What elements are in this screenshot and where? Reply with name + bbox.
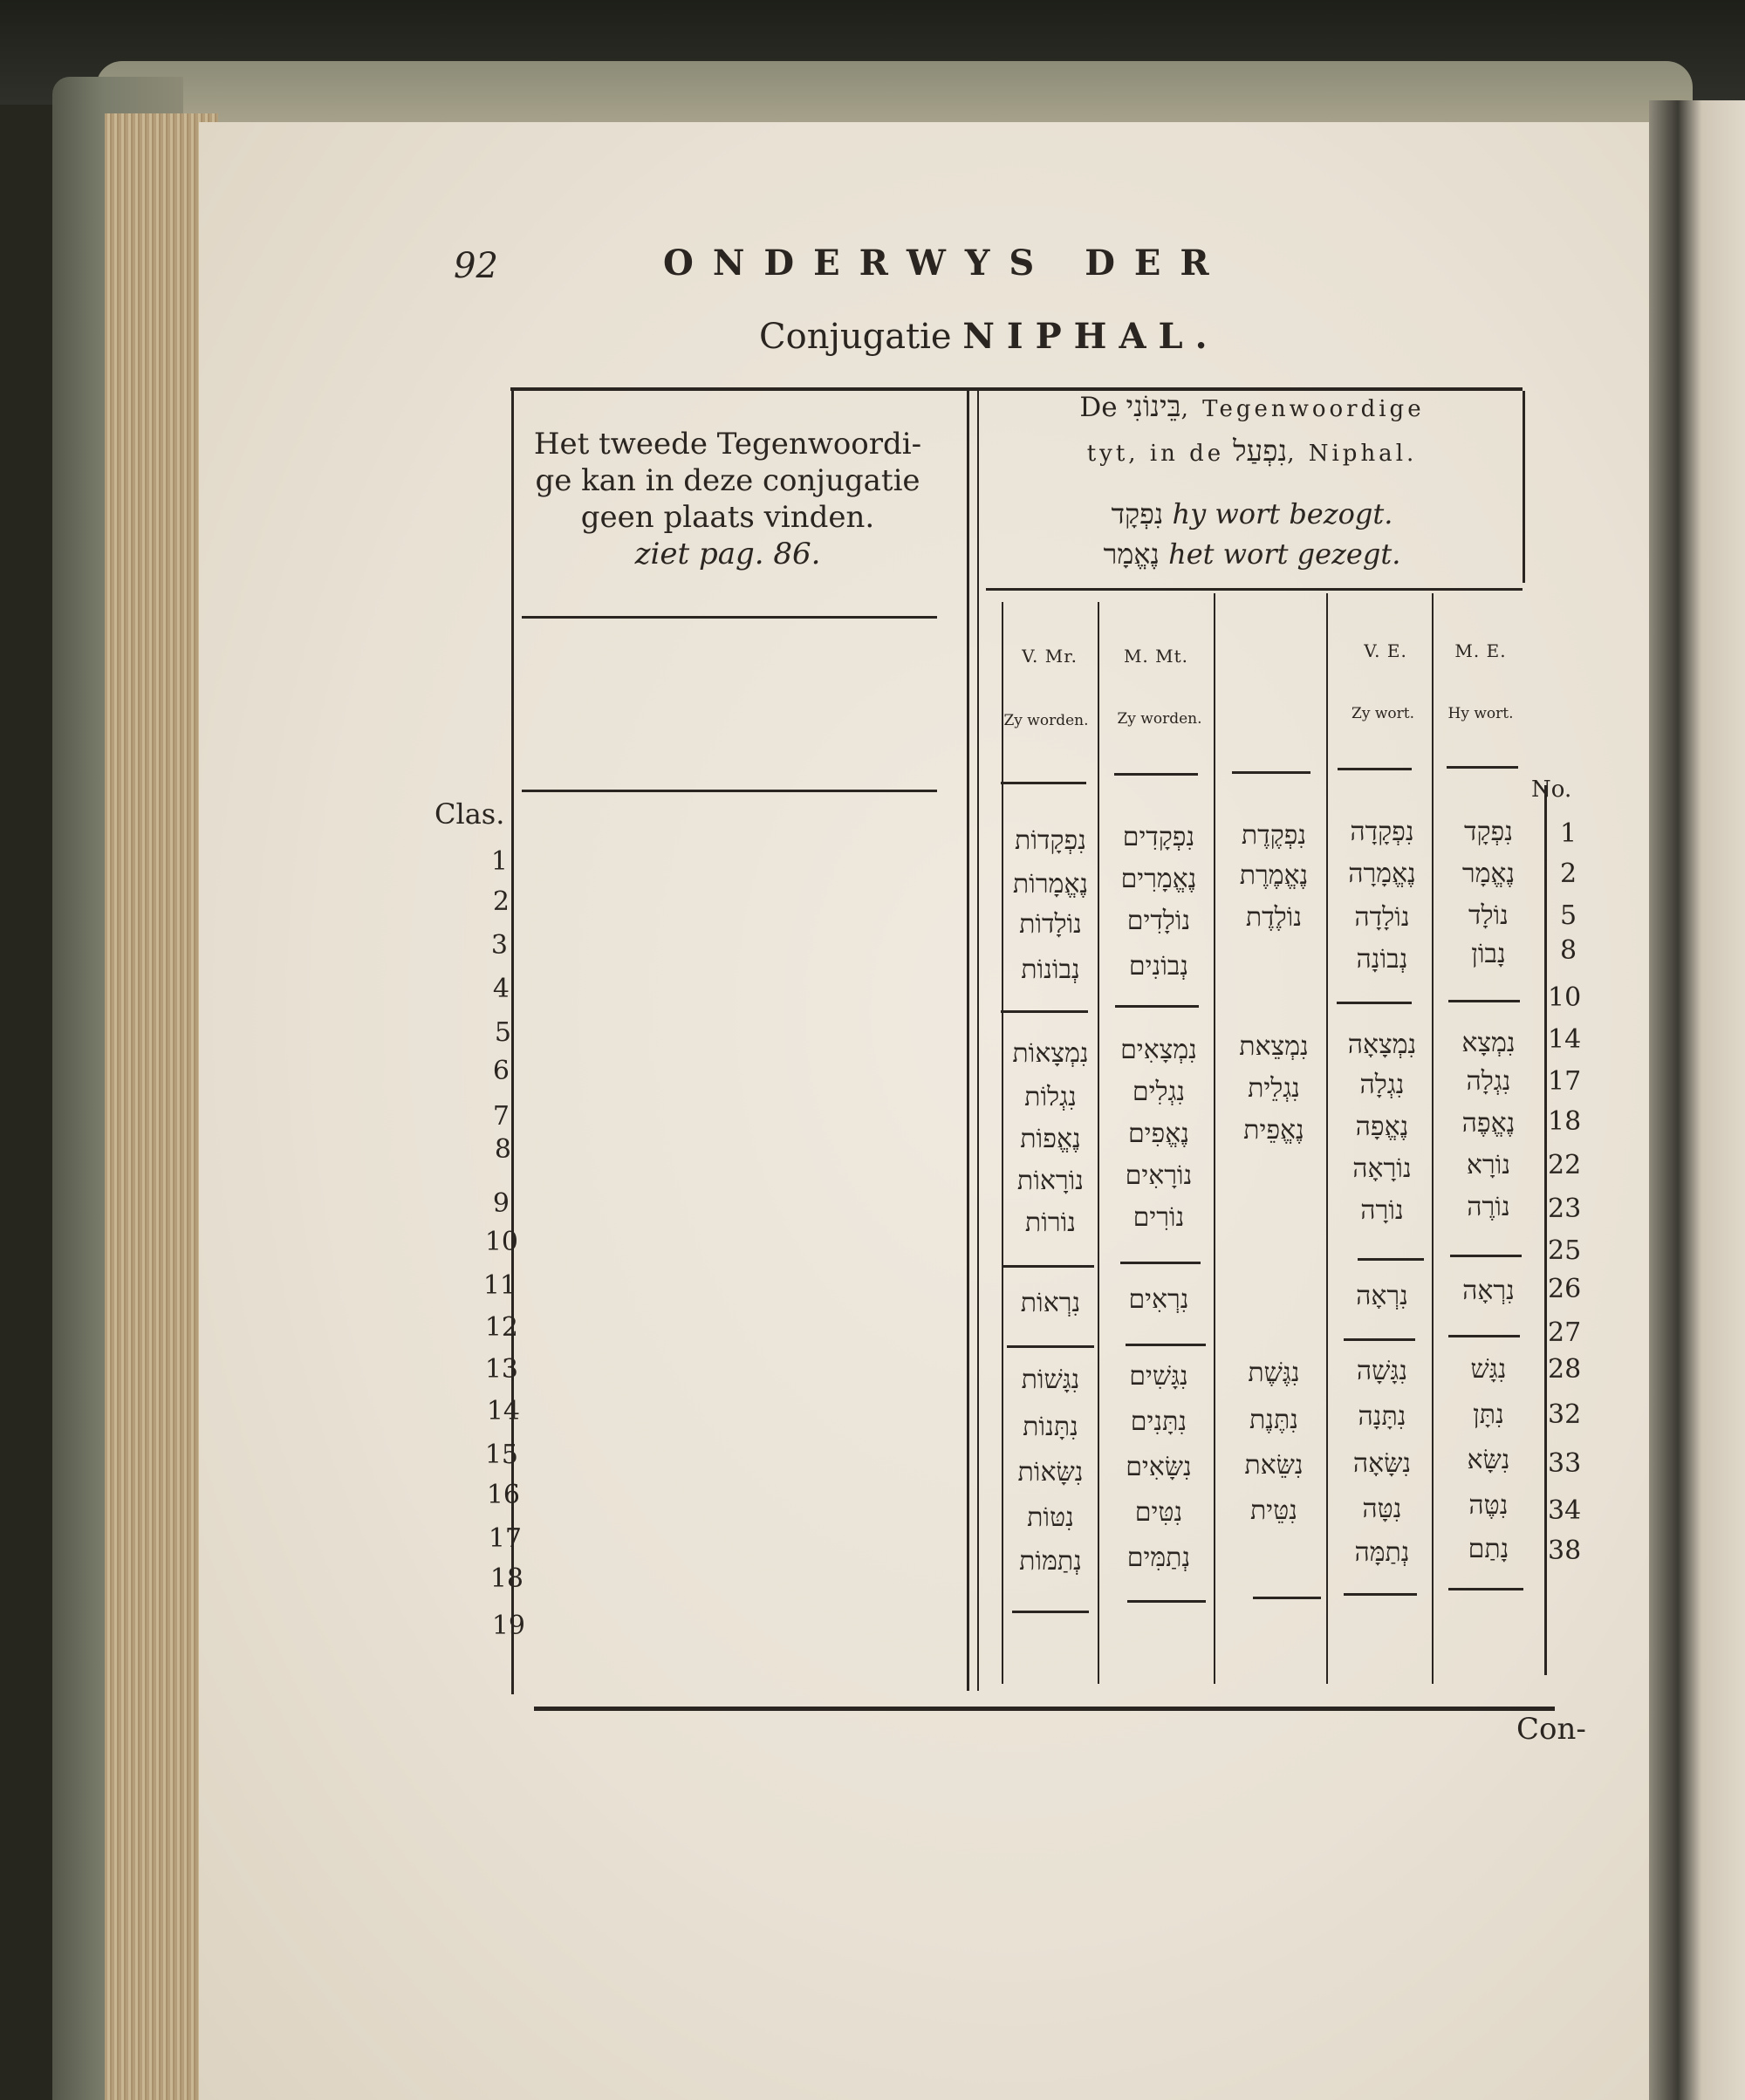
hebrew-form: נֶאֱמָרוֹת xyxy=(1012,869,1089,900)
hebrew-form: נוֹרוֹת xyxy=(1024,1207,1077,1238)
conjugation-title xyxy=(759,316,1220,357)
verb-number: 28 xyxy=(1548,1354,1582,1385)
verb-number: 26 xyxy=(1548,1274,1582,1304)
hebrew-form: נִמְצָאָה xyxy=(1347,1029,1417,1060)
class-number: 19 xyxy=(491,1611,525,1641)
class-number: 5 xyxy=(494,1017,511,1048)
hebrew-form: נִפְקָדָה xyxy=(1350,817,1414,847)
verb-number: 25 xyxy=(1548,1235,1582,1266)
header-text: , Tegenwoordige xyxy=(1180,396,1425,422)
hebrew-form: נֶאֱפָה xyxy=(1355,1112,1409,1142)
header-text: tyt, in de xyxy=(1086,441,1225,467)
header-rule xyxy=(986,588,1523,591)
group-dash xyxy=(1253,1597,1321,1599)
group-dash xyxy=(1127,1600,1206,1603)
verb-number: 22 xyxy=(1548,1150,1582,1180)
hebrew-form: נְתַמִּים xyxy=(1126,1543,1191,1573)
hebrew-form: נְבוֹנִים xyxy=(1128,951,1189,982)
left-note-line: ge kan in deze conjugatie xyxy=(535,463,920,498)
class-number: 15 xyxy=(484,1440,518,1470)
example-hebrew: נִפְקָד xyxy=(1111,497,1164,530)
hebrew-form: נִתֶּנֶת xyxy=(1249,1405,1299,1435)
group-dash xyxy=(1448,1000,1520,1002)
left-note xyxy=(515,426,941,572)
hebrew-form: נִגָּשִׁים xyxy=(1129,1361,1188,1392)
hebrew-form: נִגְלָה xyxy=(1359,1070,1405,1100)
table-bottom-rule xyxy=(534,1707,1555,1711)
hebrew-form: נִמְצָאוֹת xyxy=(1012,1038,1089,1069)
hebrew-form: נִגָּשׁוֹת xyxy=(1021,1365,1080,1395)
hebrew-form: נֶאֱפוֹת xyxy=(1020,1124,1081,1154)
group-dash xyxy=(1007,1345,1094,1348)
example-line xyxy=(982,494,1523,534)
verb-number: 27 xyxy=(1548,1317,1582,1348)
class-number: 6 xyxy=(492,1056,510,1086)
group-dash xyxy=(1003,1265,1094,1268)
column-dash xyxy=(1232,771,1310,774)
hebrew-form: נוֹלָדָה xyxy=(1354,902,1410,933)
hebrew-form: נִתָּן xyxy=(1473,1399,1504,1430)
column-header: M. E. xyxy=(1454,640,1507,661)
hebrew-form: נוֹרִים xyxy=(1133,1202,1185,1233)
hebrew-form: נִגְלוֹת xyxy=(1024,1082,1077,1112)
group-dash xyxy=(1448,1335,1520,1337)
hebrew-form: נִשָּׂאִים xyxy=(1126,1452,1192,1482)
hebrew-form: נוֹלֶדֶת xyxy=(1245,902,1303,933)
column-meaning: Hy wort. xyxy=(1447,705,1514,722)
group-dash xyxy=(1344,1593,1417,1596)
hebrew-form: נִטִּים xyxy=(1134,1497,1183,1528)
class-number: 9 xyxy=(492,1188,510,1219)
hebrew-form: נִפְקָדוֹת xyxy=(1015,825,1086,856)
hebrew-form: נִגְלָה xyxy=(1466,1066,1511,1097)
conjugation-name: NIPHAL. xyxy=(962,316,1220,357)
left-note-line: Het tweede Tegenwoordi- xyxy=(533,427,922,462)
class-number: 10 xyxy=(484,1227,518,1257)
column-meaning: Zy worden. xyxy=(1003,712,1089,729)
class-number: 8 xyxy=(494,1134,511,1165)
hebrew-form: נִתָּנוֹת xyxy=(1023,1412,1078,1442)
class-number: 16 xyxy=(486,1480,520,1510)
no-label: No. xyxy=(1531,776,1572,803)
hebrew-form: נִטֶּה xyxy=(1468,1490,1509,1521)
hebrew-form: נִרְאִים xyxy=(1128,1284,1189,1315)
hebrew-form: נִרְאוֹת xyxy=(1020,1288,1081,1318)
group-dash xyxy=(1344,1338,1415,1341)
verb-number: 14 xyxy=(1548,1024,1582,1055)
group-dash xyxy=(1337,1002,1412,1004)
left-note-line: ziet pag. 86. xyxy=(634,537,821,571)
column-dash xyxy=(1114,773,1198,776)
example-gloss: hy wort bezogt. xyxy=(1172,497,1393,530)
class-number: 3 xyxy=(490,930,508,961)
example-hebrew: נֶאֱמָר xyxy=(1103,537,1160,571)
class-number: 18 xyxy=(489,1563,524,1594)
column-header: M. Mt. xyxy=(1123,646,1189,667)
verb-number: 33 xyxy=(1548,1448,1582,1479)
book-gutter xyxy=(1649,100,1745,2100)
hebrew-form: נֶאֱפִים xyxy=(1127,1118,1190,1149)
header-text: De xyxy=(1079,392,1118,423)
page-number: 92 xyxy=(454,246,498,286)
column-header: V. Mr. xyxy=(1022,646,1078,667)
hebrew-form: נִפְקָד xyxy=(1464,817,1513,847)
hebrew-form: נֶאֱמָרָה xyxy=(1348,858,1416,889)
hebrew-form: נִטָּה xyxy=(1362,1494,1402,1524)
hebrew-form: נֶאֱמֶרֶת xyxy=(1239,860,1309,891)
verb-number: 32 xyxy=(1548,1399,1582,1430)
clas-label: Clas. xyxy=(435,797,505,831)
group-dash xyxy=(1115,1005,1199,1008)
verb-number: 5 xyxy=(1560,900,1577,931)
class-number: 1 xyxy=(490,846,508,877)
group-dash xyxy=(1120,1262,1201,1264)
hebrew-form: נְבוֹנָה xyxy=(1356,944,1408,975)
group-dash xyxy=(1448,1588,1523,1590)
hebrew-form: נוֹלָדוֹת xyxy=(1019,909,1082,940)
verb-number: 1 xyxy=(1560,818,1577,849)
hebrew-form: נִגָּשָׁה xyxy=(1356,1356,1408,1386)
hebrew-form: נוֹרֶה xyxy=(1467,1192,1510,1222)
header-hebrew: בֵּינוֹנִי xyxy=(1126,389,1181,423)
hebrew-form: נִמְצָא xyxy=(1461,1028,1516,1058)
hebrew-form: נִגֶּשֶׁת xyxy=(1248,1358,1300,1388)
hebrew-form: נְתַמּוֹת xyxy=(1019,1546,1082,1577)
catchword: Con- xyxy=(1516,1712,1586,1747)
hebrew-form: נִרְאָה xyxy=(1356,1281,1408,1311)
hebrew-form: נֶאֱמָרִים xyxy=(1120,864,1197,894)
header-line-2 xyxy=(982,430,1523,475)
verb-number: 10 xyxy=(1548,982,1582,1013)
hebrew-form: נִגְלִים xyxy=(1132,1077,1186,1107)
left-note-rule xyxy=(522,616,937,619)
hebrew-form: נוֹלָדִים xyxy=(1126,906,1191,936)
hebrew-form: נִטּוֹת xyxy=(1027,1502,1074,1533)
verb-number: 34 xyxy=(1548,1495,1582,1526)
hebrew-form: נִמְצָאִים xyxy=(1120,1035,1197,1065)
verb-number: 17 xyxy=(1548,1066,1582,1097)
hebrew-form: נִפְקָדִים xyxy=(1122,822,1195,852)
column-dash xyxy=(1447,766,1518,769)
hebrew-form: נִגְלֵית xyxy=(1248,1073,1300,1104)
hebrew-form: נוֹרָה xyxy=(1360,1195,1404,1226)
column-header: V. E. xyxy=(1364,640,1407,661)
left-lower-rule xyxy=(522,790,937,792)
column-dash xyxy=(1001,782,1086,784)
left-note-line: geen plaats vinden. xyxy=(580,500,875,535)
header-line-1 xyxy=(982,386,1523,430)
hebrew-form: נָתַם xyxy=(1468,1534,1509,1564)
conjugation-prefix: Conjugatie xyxy=(759,317,952,357)
column-meaning: Zy wort. xyxy=(1352,705,1414,722)
hebrew-form: נִשָּׂאָה xyxy=(1352,1448,1412,1479)
hebrew-form: נוֹרָאוֹת xyxy=(1016,1166,1085,1196)
hebrew-form: נִתָּנָה xyxy=(1358,1401,1406,1432)
group-dash xyxy=(1012,1611,1089,1613)
class-number: 14 xyxy=(486,1396,520,1426)
example-gloss: het wort gezegt. xyxy=(1168,537,1401,571)
header-text: , Niphal. xyxy=(1287,441,1418,467)
book-board-top xyxy=(96,61,1693,122)
class-number: 17 xyxy=(488,1523,522,1554)
hebrew-form: נוֹרָאִים xyxy=(1125,1160,1193,1191)
column-dash xyxy=(1338,768,1412,770)
verb-number: 2 xyxy=(1560,858,1577,889)
verb-number: 18 xyxy=(1548,1106,1582,1137)
hebrew-form: נִשָּׂא xyxy=(1467,1445,1510,1475)
hebrew-form: נִרְאָה xyxy=(1462,1276,1515,1306)
class-number: 13 xyxy=(484,1354,518,1385)
examples xyxy=(982,494,1523,574)
header-hebrew: נִפְעַל xyxy=(1233,434,1288,468)
hebrew-form: נָבוֹן xyxy=(1471,939,1506,969)
hebrew-form: נֶאֱמָר xyxy=(1461,858,1516,889)
table-header xyxy=(982,386,1523,475)
hebrew-form: נוֹלָד xyxy=(1468,900,1509,931)
hebrew-form: נוֹרָאָה xyxy=(1352,1153,1412,1184)
class-number: 4 xyxy=(492,974,510,1004)
hebrew-form: נְתַמָּה xyxy=(1354,1537,1410,1568)
column-meaning: Zy worden. xyxy=(1117,710,1202,728)
hebrew-form: נְבוֹנוֹת xyxy=(1021,954,1080,985)
hebrew-form: נִפְקֶדֶת xyxy=(1241,820,1307,851)
group-dash xyxy=(1358,1258,1424,1261)
table-middle-border xyxy=(967,391,969,1691)
hebrew-form: נוֹרָא xyxy=(1466,1150,1511,1180)
hebrew-form: נִגָּשׁ xyxy=(1470,1354,1507,1385)
group-dash xyxy=(1001,1010,1088,1013)
hebrew-form: נִשָּׂאוֹת xyxy=(1017,1457,1084,1488)
hebrew-form: נִשֵּׂאת xyxy=(1244,1450,1304,1481)
class-number: 2 xyxy=(492,886,510,917)
verb-number: 38 xyxy=(1548,1536,1582,1566)
table-middle-border-2 xyxy=(977,391,979,1691)
class-number: 11 xyxy=(482,1270,517,1301)
class-number: 12 xyxy=(484,1312,518,1343)
class-number: 7 xyxy=(492,1101,510,1132)
hebrew-form: נִתָּנִים xyxy=(1130,1406,1187,1437)
hebrew-form: נֶאֱפֵית xyxy=(1243,1115,1304,1146)
hebrew-form: נֶאֱפֶה xyxy=(1461,1108,1516,1139)
table-right-border xyxy=(1523,391,1525,583)
group-dash xyxy=(1450,1255,1522,1257)
verb-number: 23 xyxy=(1548,1194,1582,1224)
running-head: ONDERWYS DER xyxy=(663,243,1228,284)
verb-number: 8 xyxy=(1560,935,1577,966)
hebrew-form: נִטֵּית xyxy=(1249,1495,1298,1526)
group-dash xyxy=(1126,1344,1206,1346)
example-line xyxy=(982,534,1523,574)
hebrew-form: נִמְצֵאת xyxy=(1239,1031,1309,1062)
